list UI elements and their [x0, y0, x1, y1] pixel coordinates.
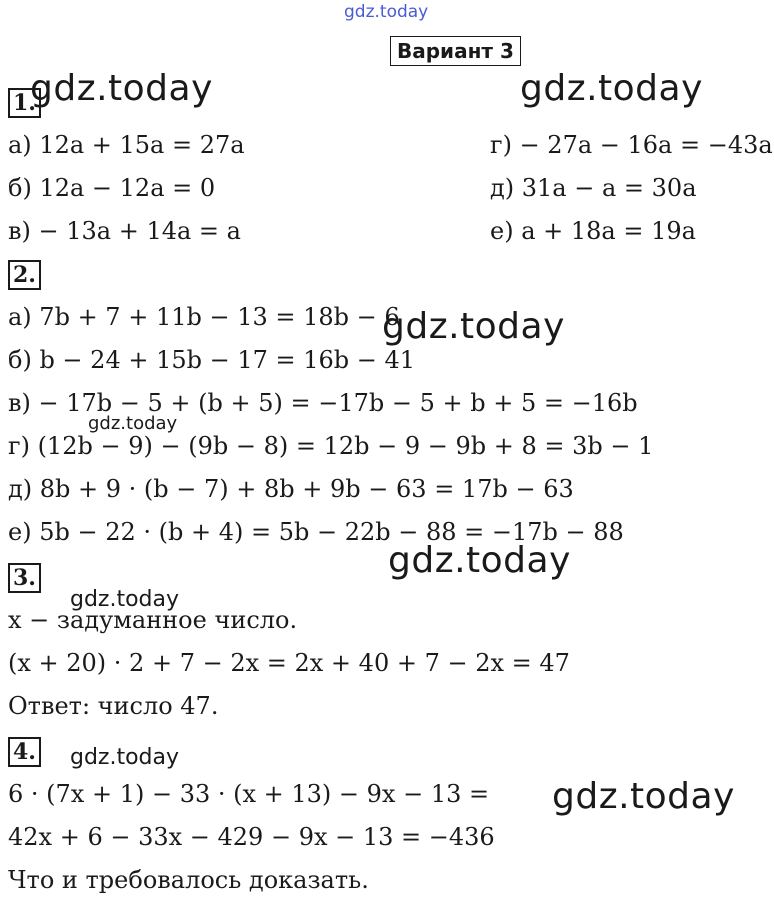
- task-1-item-g: г) − 27a − 16a = −43a: [490, 131, 773, 159]
- task-2-item-a: а) 7b + 7 + 11b − 13 = 18b − 6: [8, 303, 400, 331]
- watermark: gdz.today: [70, 587, 180, 612]
- task-1-item-a: а) 12a + 15a = 27a: [8, 131, 245, 159]
- watermark: gdz.today: [520, 68, 703, 109]
- variant-title: Вариант 3: [390, 36, 521, 66]
- watermark: gdz.today: [552, 776, 735, 817]
- task-3-line-2: (x + 20) · 2 + 7 − 2x = 2x + 40 + 7 − 2x = 47: [8, 649, 570, 677]
- task-3-number: 3.: [8, 563, 41, 593]
- task-4-number: 4.: [8, 737, 41, 767]
- task-2-number: 2.: [8, 260, 41, 290]
- task-1-item-d: д) 31a − a = 30a: [490, 174, 697, 202]
- task-1-item-b: б) 12a − 12a = 0: [8, 174, 216, 202]
- watermark: gdz.today: [30, 68, 213, 109]
- task-1-item-v: в) − 13a + 14a = a: [8, 217, 241, 245]
- site-mark: gdz.today: [344, 2, 429, 22]
- task-2-item-g: г) (12b − 9) − (9b − 8) = 12b − 9 − 9b + 8 = 3b − 1: [8, 432, 654, 460]
- task-2-item-b: б) b − 24 + 15b − 17 = 16b − 41: [8, 346, 416, 374]
- watermark: gdz.today: [70, 745, 180, 770]
- task-1-number: 1.: [8, 88, 41, 118]
- watermark: gdz.today: [88, 413, 178, 434]
- watermark: gdz.today: [382, 306, 565, 347]
- task-3-answer: Ответ: число 47.: [8, 692, 219, 720]
- task-1-item-e: е) a + 18a = 19a: [490, 217, 696, 245]
- task-2-item-d: д) 8b + 9 · (b − 7) + 8b + 9b − 63 = 17b − 63: [8, 475, 574, 503]
- task-4-conclusion: Что и требовалось доказать.: [8, 866, 369, 894]
- task-3-line-1: x − задуманное число.: [8, 606, 298, 634]
- task-2-item-e: е) 5b − 22 · (b + 4) = 5b − 22b − 88 = −17b − 88: [8, 518, 624, 546]
- task-2-item-v: в) − 17b − 5 + (b + 5) = −17b − 5 + b + 5 = −16b: [8, 389, 638, 417]
- task-4-line-2: 42x + 6 − 33x − 429 − 9x − 13 = −436: [8, 823, 495, 851]
- task-4-line-1: 6 · (7x + 1) − 33 · (x + 13) − 9x − 13 =: [8, 780, 490, 808]
- watermark: gdz.today: [388, 540, 571, 581]
